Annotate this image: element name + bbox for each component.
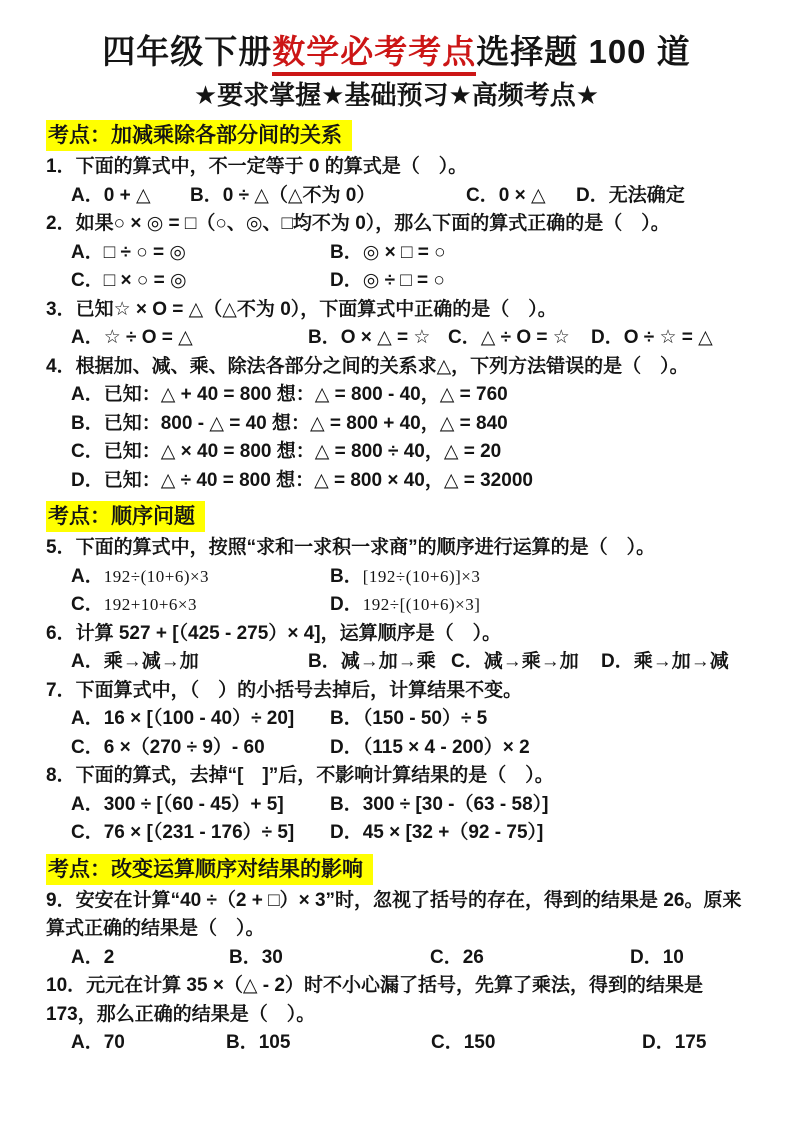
option: B．减→加→乘 [308,651,436,672]
question-stem: 7．下面算式中，（ ）的小括号去掉后，计算结果不变。 [46,679,523,701]
option: B．105 [226,1032,291,1053]
option: D．已知：△ ÷ 40 = 800 想：△ = 800 × 40，△ = 32000 [71,469,533,491]
option: A．已知：△ + 40 = 800 想：△ = 800 - 40，△ = 760 [71,384,508,405]
option: C．6 ×（270 ÷ 9）- 60 [71,736,265,758]
section-3-header: 考点：改变运算顺序对结果的影响 [46,854,373,885]
option: D．45 × [32 +（92 - 75）] [330,822,544,843]
question-options [46,791,747,848]
question-options [46,182,747,211]
section-2 [46,495,747,848]
question-6 [46,620,747,677]
section-3 [46,848,747,1058]
option: D．乘→加→减 [601,651,729,672]
option: B．已知：800 - △ = 40 想：△ = 800 + 40，△ = 840 [71,412,508,434]
question-stem: 5．下面的算式中，按照“求和一求积一求商”的顺序进行运算的是（ ）。 [46,537,656,558]
option: A．70 [71,1032,125,1053]
question-options [46,944,747,973]
question-options [46,324,747,353]
option: A．300 ÷ [（60 - 45）+ 5] [71,793,284,815]
question-9 [46,887,747,973]
option: B．O × △ = ☆ [308,327,431,348]
question-options [46,563,747,620]
section-1-header: 考点：加减乘除各部分间的关系 [46,120,352,151]
question-1 [46,153,747,210]
title-highlighted-keyword: 数学必考考点 [272,33,476,76]
option: D．（115 × 4 - 200）× 2 [330,736,530,758]
option: B．0 ÷ △（△不为 0） [190,184,376,206]
question-10 [46,972,747,1058]
option: C．76 × [（231 - 176）÷ 5] [71,822,295,843]
option: A．☆ ÷ O = △ [71,327,193,348]
question-stem: 1．下面的算式中，不一定等于 0 的算式是（ ）。 [46,156,468,177]
question-stem: 9．安安在计算“40 ÷（2 + □）× 3”时，忽视了括号的存在，得到的结果是 26。原来算式正确的结果是（ ）。 [46,889,742,939]
question-options [46,1029,747,1058]
question-8 [46,762,747,848]
option: C．减→乘→加 [451,651,579,672]
option: B．300 ÷ [30 -（63 - 58）] [330,793,549,815]
option: C．26 [430,946,484,968]
option: C．192+10+6×3 [71,594,197,615]
title-prefix: 四年级下册 [102,33,273,70]
option: C．△ ÷ O = ☆ [448,327,570,348]
option: B．（150 - 50）÷ 5 [330,708,488,729]
option: C．已知：△ × 40 = 800 想：△ = 800 ÷ 40，△ = 20 [71,441,502,462]
option: C．0 × △ [466,184,546,206]
question-5 [46,534,747,620]
option: A．16 × [（100 - 40）÷ 20] [71,708,295,729]
question-stem: 8．下面的算式，去掉“[ ]”后，不影响计算结果的是（ ）。 [46,765,554,786]
question-stem: 3．已知☆ × O = △（△不为 0），下面算式中正确的是（ ）。 [46,298,557,320]
option: B．30 [229,946,283,968]
page-title [46,30,747,74]
question-stem: 6．计算 527 + [（425 - 275）× 4]，运算顺序是（ ）。 [46,622,502,644]
question-7 [46,677,747,763]
page-subtitle: ★要求掌握★基础预习★高频考点★ [193,80,600,110]
title-suffix: 选择题 100 道 [476,33,691,70]
question-stem: 4．根据加、减、乘、除法各部分之间的关系求△，下列方法错误的是（ ）。 [46,355,689,377]
question-4 [46,353,747,496]
option: D．◎ ÷ □ = ○ [330,270,445,291]
question-3 [46,296,747,353]
option: A．0 + △ [71,184,151,206]
question-options [46,705,747,762]
section-2-header: 考点：顺序问题 [46,501,205,532]
option: D．O ÷ ☆ = △ [591,327,713,348]
option: C．□ × ○ = ◎ [71,270,187,291]
question-options [46,381,747,495]
option: D．10 [630,946,684,968]
option: C．150 [431,1032,496,1053]
option: D．无法确定 [576,184,685,206]
option: B．[192÷(10+6)]×3 [330,565,481,587]
option: A．2 [71,946,115,968]
option: A．□ ÷ ○ = ◎ [71,241,186,263]
question-stem: 10．元元在计算 35 ×（△ - 2）时不小心漏了括号，先算了乘法，得到的结果是 173，那么正确的结果是（ ）。 [46,975,703,1025]
question-options [46,239,747,296]
section-1 [46,114,747,495]
question-stem: 2．如果○ × ◎ = □（○、◎、□均不为 0），那么下面的算式正确的是（ ）。 [46,213,670,234]
option: A．乘→减→加 [71,651,199,672]
question-2 [46,210,747,296]
option: A．192÷(10+6)×3 [71,565,210,587]
option: B．◎ × □ = ○ [330,241,446,263]
option: D．192÷[(10+6)×3] [330,594,481,615]
option: D．175 [642,1032,707,1053]
question-options [46,648,747,677]
